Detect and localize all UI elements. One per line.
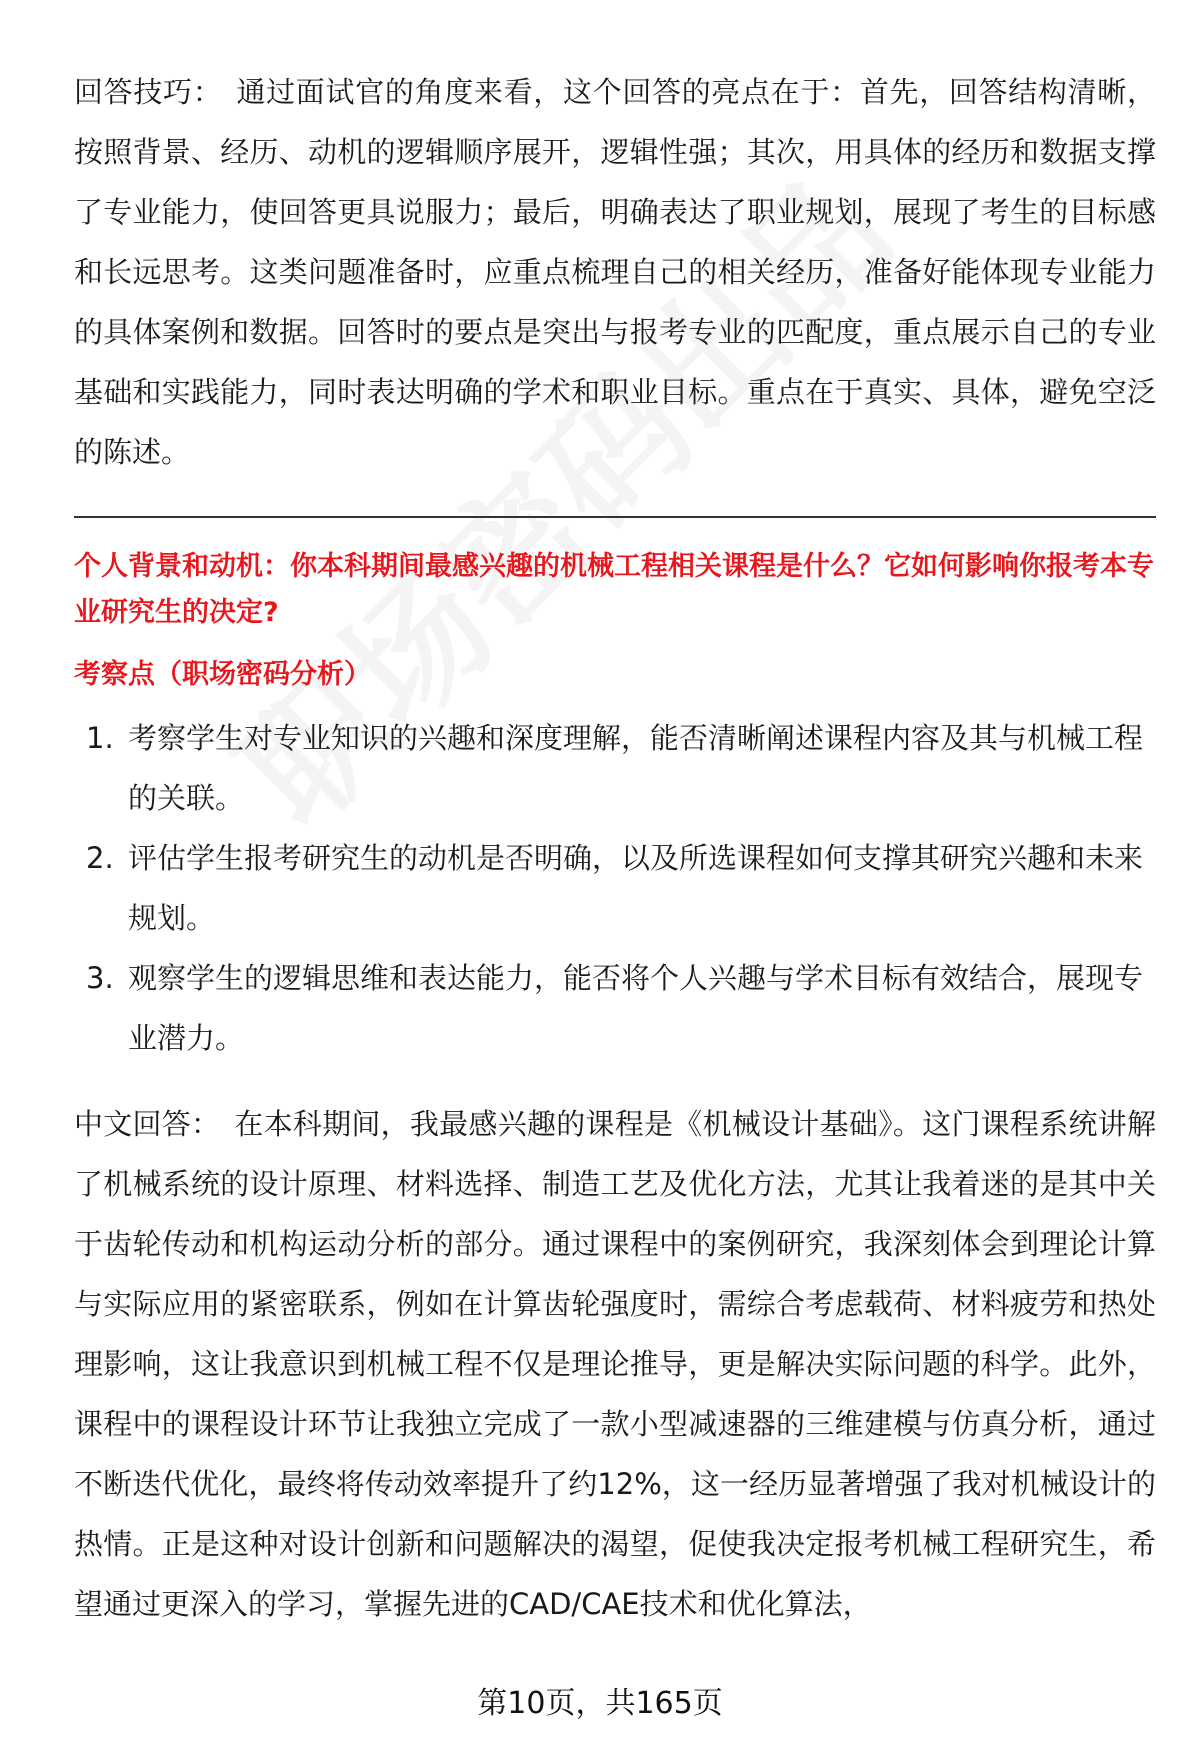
tips-text: 通过面试官的角度来看，这个回答的亮点在于：首先，回答结构清晰，按照背景、经历、动机的逻辑顺序展开，逻辑性强；其次，用具体的经历和数据支撑了专业能力，使回答更具说服力；最后，明确表达了职业规划，展现了考生的目标感和长远思考。这类问题准备时，应重点梳理自己的相关经历，准备好能体现专业能力的具体案例和数据。回答时的要点是突出与报考专业的匹配度，重点展示自己的专业基础和实践能力，同时表达明确的学术和职业目标。重点在于真实、具体，避免空泛的陈述。 bbox=[74, 75, 1156, 469]
list-item-text: 观察学生的逻辑思维和表达能力，能否将个人兴趣与学术目标有效结合，展现专业潜力。 bbox=[128, 961, 1144, 1055]
answer-text: 在本科期间，我最感兴趣的课程是《机械设计基础》。这门课程系统讲解了机械系统的设计原理、材料选择、制造工艺及优化方法，尤其让我着迷的是其中关于齿轮传动和机构运动分析的部分。通过课程中的案例研究，我深刻体会到理论计算与实际应用的紧密联系，例如在计算齿轮强度时，需综合考虑载荷、材料疲劳和热处理影响，这让我意识到机械工程不仅是理论推导，更是解决实际问题的科学。此外，课程中的课程设计环节让我独立完成了一款小型减速器的三维建模与仿真分析，通过不断迭代优化，最终将传动效率提升了约12%，这一经历显著增强了我对机械设计的热情。正是这种对设计创新和问题解决的渴望，促使我决定报考机械工程研究生，希望通过更深入的学习，掌握先进的CAD/CAE技术和优化算法， bbox=[74, 1107, 1156, 1621]
list-item-number: 1. bbox=[86, 721, 114, 755]
points-list bbox=[74, 708, 1156, 1068]
answer-paragraph bbox=[74, 1094, 1156, 1634]
page-content bbox=[74, 62, 1156, 1634]
list-item bbox=[74, 828, 1156, 948]
page-number: 第10页，共165页 bbox=[477, 1686, 723, 1721]
question-title: 个人背景和动机：你本科期间最感兴趣的机械工程相关课程是什么？它如何影响你报考本专业研究生的决定? bbox=[74, 551, 1154, 628]
points-heading: 考察点（职场密码分析） bbox=[74, 659, 371, 690]
tips-label: 回答技巧： bbox=[74, 75, 223, 109]
tips-paragraph bbox=[74, 62, 1156, 482]
section-divider bbox=[74, 516, 1156, 518]
list-item-number: 3. bbox=[86, 961, 114, 995]
list-item bbox=[74, 948, 1156, 1068]
answer-label: 中文回答： bbox=[74, 1107, 221, 1141]
list-item bbox=[74, 708, 1156, 828]
list-item-text: 考察学生对专业知识的兴趣和深度理解，能否清晰阐述课程内容及其与机械工程的关联。 bbox=[128, 721, 1144, 815]
list-item-text: 评估学生报考研究生的动机是否明确，以及所选课程如何支撑其研究兴趣和未来规划。 bbox=[128, 841, 1144, 935]
list-item-number: 2. bbox=[86, 841, 114, 875]
